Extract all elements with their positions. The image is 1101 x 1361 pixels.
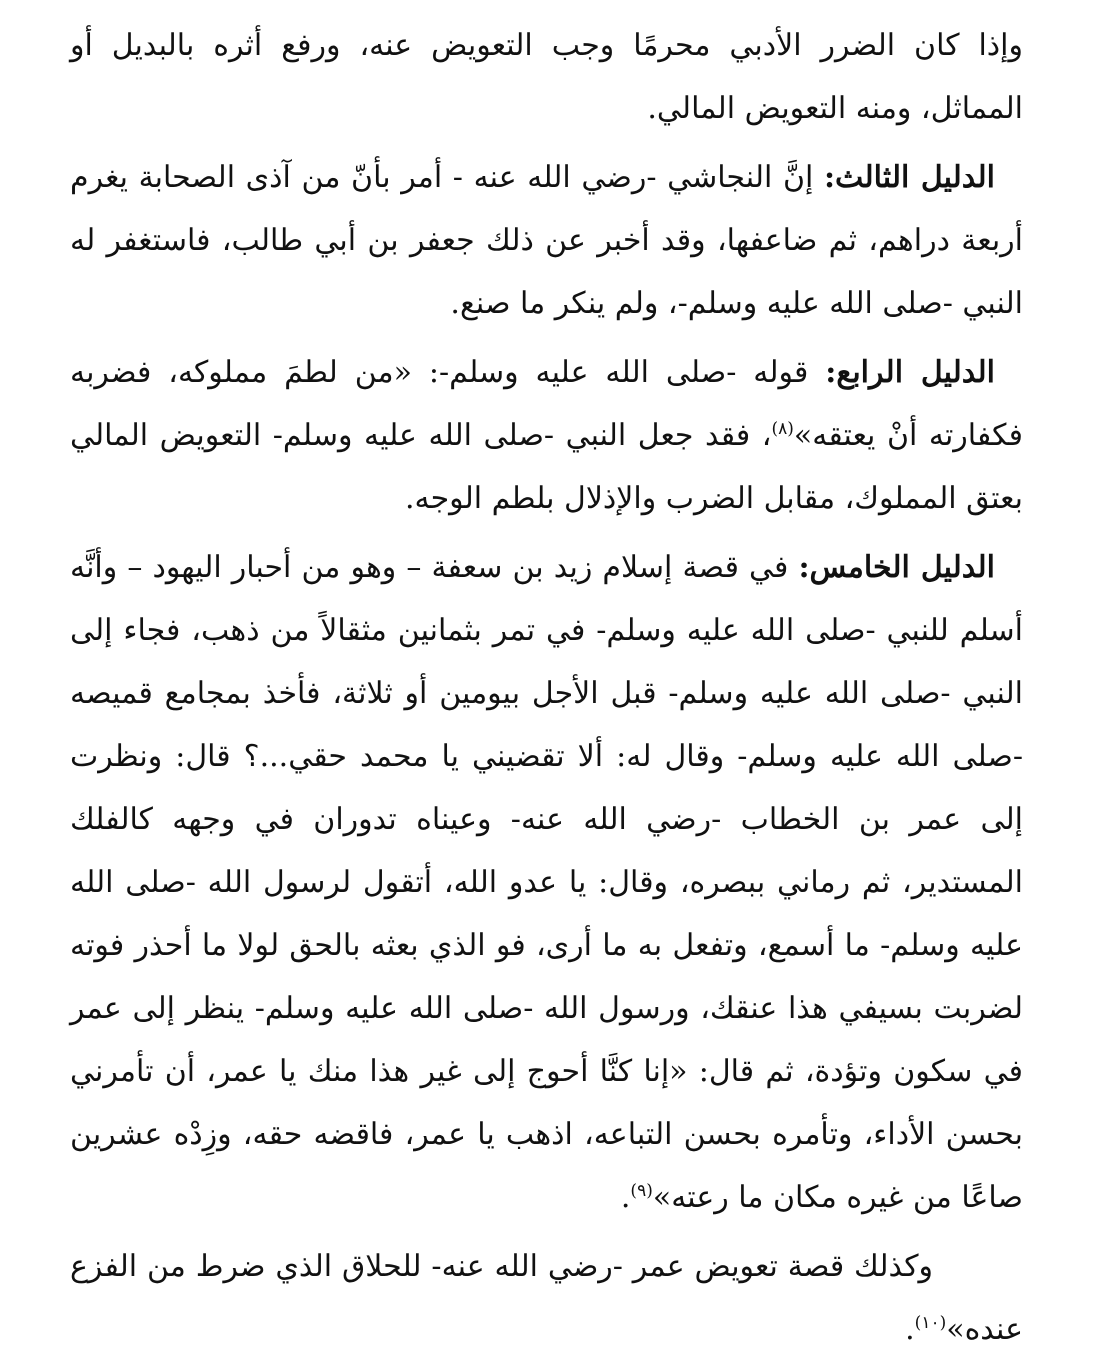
paragraph-text: وكذلك قصة تعويض عمر -رضي الله عنه- للحلاق الذي ضرط من الفزع عنده»	[70, 1249, 1023, 1347]
paragraph-heading: الدليل الثالث:	[823, 160, 995, 195]
paragraph-text: في قصة إسلام زيد بن سعفة – وهو من أحبار اليهود – وأنَّه أسلم للنبي -صلى الله عليه وسلم- في تمر بثمانين مثقالاً من ذهب، فجاء إلى النبي -صلى الله عليه وسلم- قبل الأجل بيومين أو ثلاثة، فأخذ بمجامع قميصه -صلى الله عليه وسلم- وقال له: ألا تقضيني يا محمد حقي...؟ قال: ونظرت إلى عمر بن الخطاب -رضي الله عنه- وعيناه تدوران في وجهه كالفلك المستدير، ثم رماني ببصره، وقال: يا عدو الله، أتقول لرسول الله -صلى الله عليه وسلم- ما أسمع، وتفعل به ما أرى، فو الذي بعثه بالحق لولا ما أحذر فوته لضربت بسيفي هذا عنقك، ورسول الله -صلى الله عليه وسلم- ينظر إلى عمر في سكون وتؤدة، ثم قال: «إنا كنَّا أحوج إلى غير هذا منك يا عمر، أن تأمرني بحسن الأداء، وتأمره بحسن التباعه، اذهب يا عمر، فاقضه حقه، وزِدْه عشرين صاعًا من غيره مكان ما رعته»	[70, 550, 1023, 1215]
paragraph-text-tail: .	[905, 1312, 915, 1347]
paragraph-intro	[70, 14, 1023, 140]
paragraph-fifth-evidence	[70, 536, 1023, 1229]
paragraph-text-tail: ، فقد جعل النبي -صلى الله عليه وسلم- التعويض المالي بعتق المملوك، مقابل الضرب والإذلال بلطم الوجه.	[70, 418, 1023, 516]
paragraph-fourth-evidence	[70, 341, 1023, 530]
paragraph-third-evidence	[70, 146, 1023, 335]
footnote-marker[interactable]: (١٠)	[914, 1313, 947, 1333]
paragraph-heading: الدليل الخامس:	[798, 550, 996, 585]
paragraph-text: إنَّ النجاشي -رضي الله عنه - أمر بأنّ من آذى الصحابة يغرم أربعة دراهم، ثم ضاعفها، وقد أخبر عن ذلك جعفر بن أبي طالب، فاستغفر له النبي -صلى الله عليه وسلم-، ولم ينكر ما صنع.	[70, 160, 1023, 321]
paragraph-text: قوله -صلى الله عليه وسلم-: «من لطمَ مملوكه، فضربه فكفارته أنْ يعتقه»	[70, 355, 1024, 453]
footnote-marker[interactable]: (٩)	[630, 1181, 653, 1201]
paragraph-text-tail: .	[620, 1180, 631, 1215]
paragraph-closing	[70, 1235, 1023, 1361]
footnote-marker[interactable]: (٨)	[771, 419, 794, 439]
paragraph-heading: الدليل الرابع:	[825, 355, 995, 390]
paragraph-text: وإذا كان الضرر الأدبي محرمًا وجب التعويض عنه، ورفع أثره بالبديل أو المماثل، ومنه التعويض المالي.	[70, 28, 1023, 126]
